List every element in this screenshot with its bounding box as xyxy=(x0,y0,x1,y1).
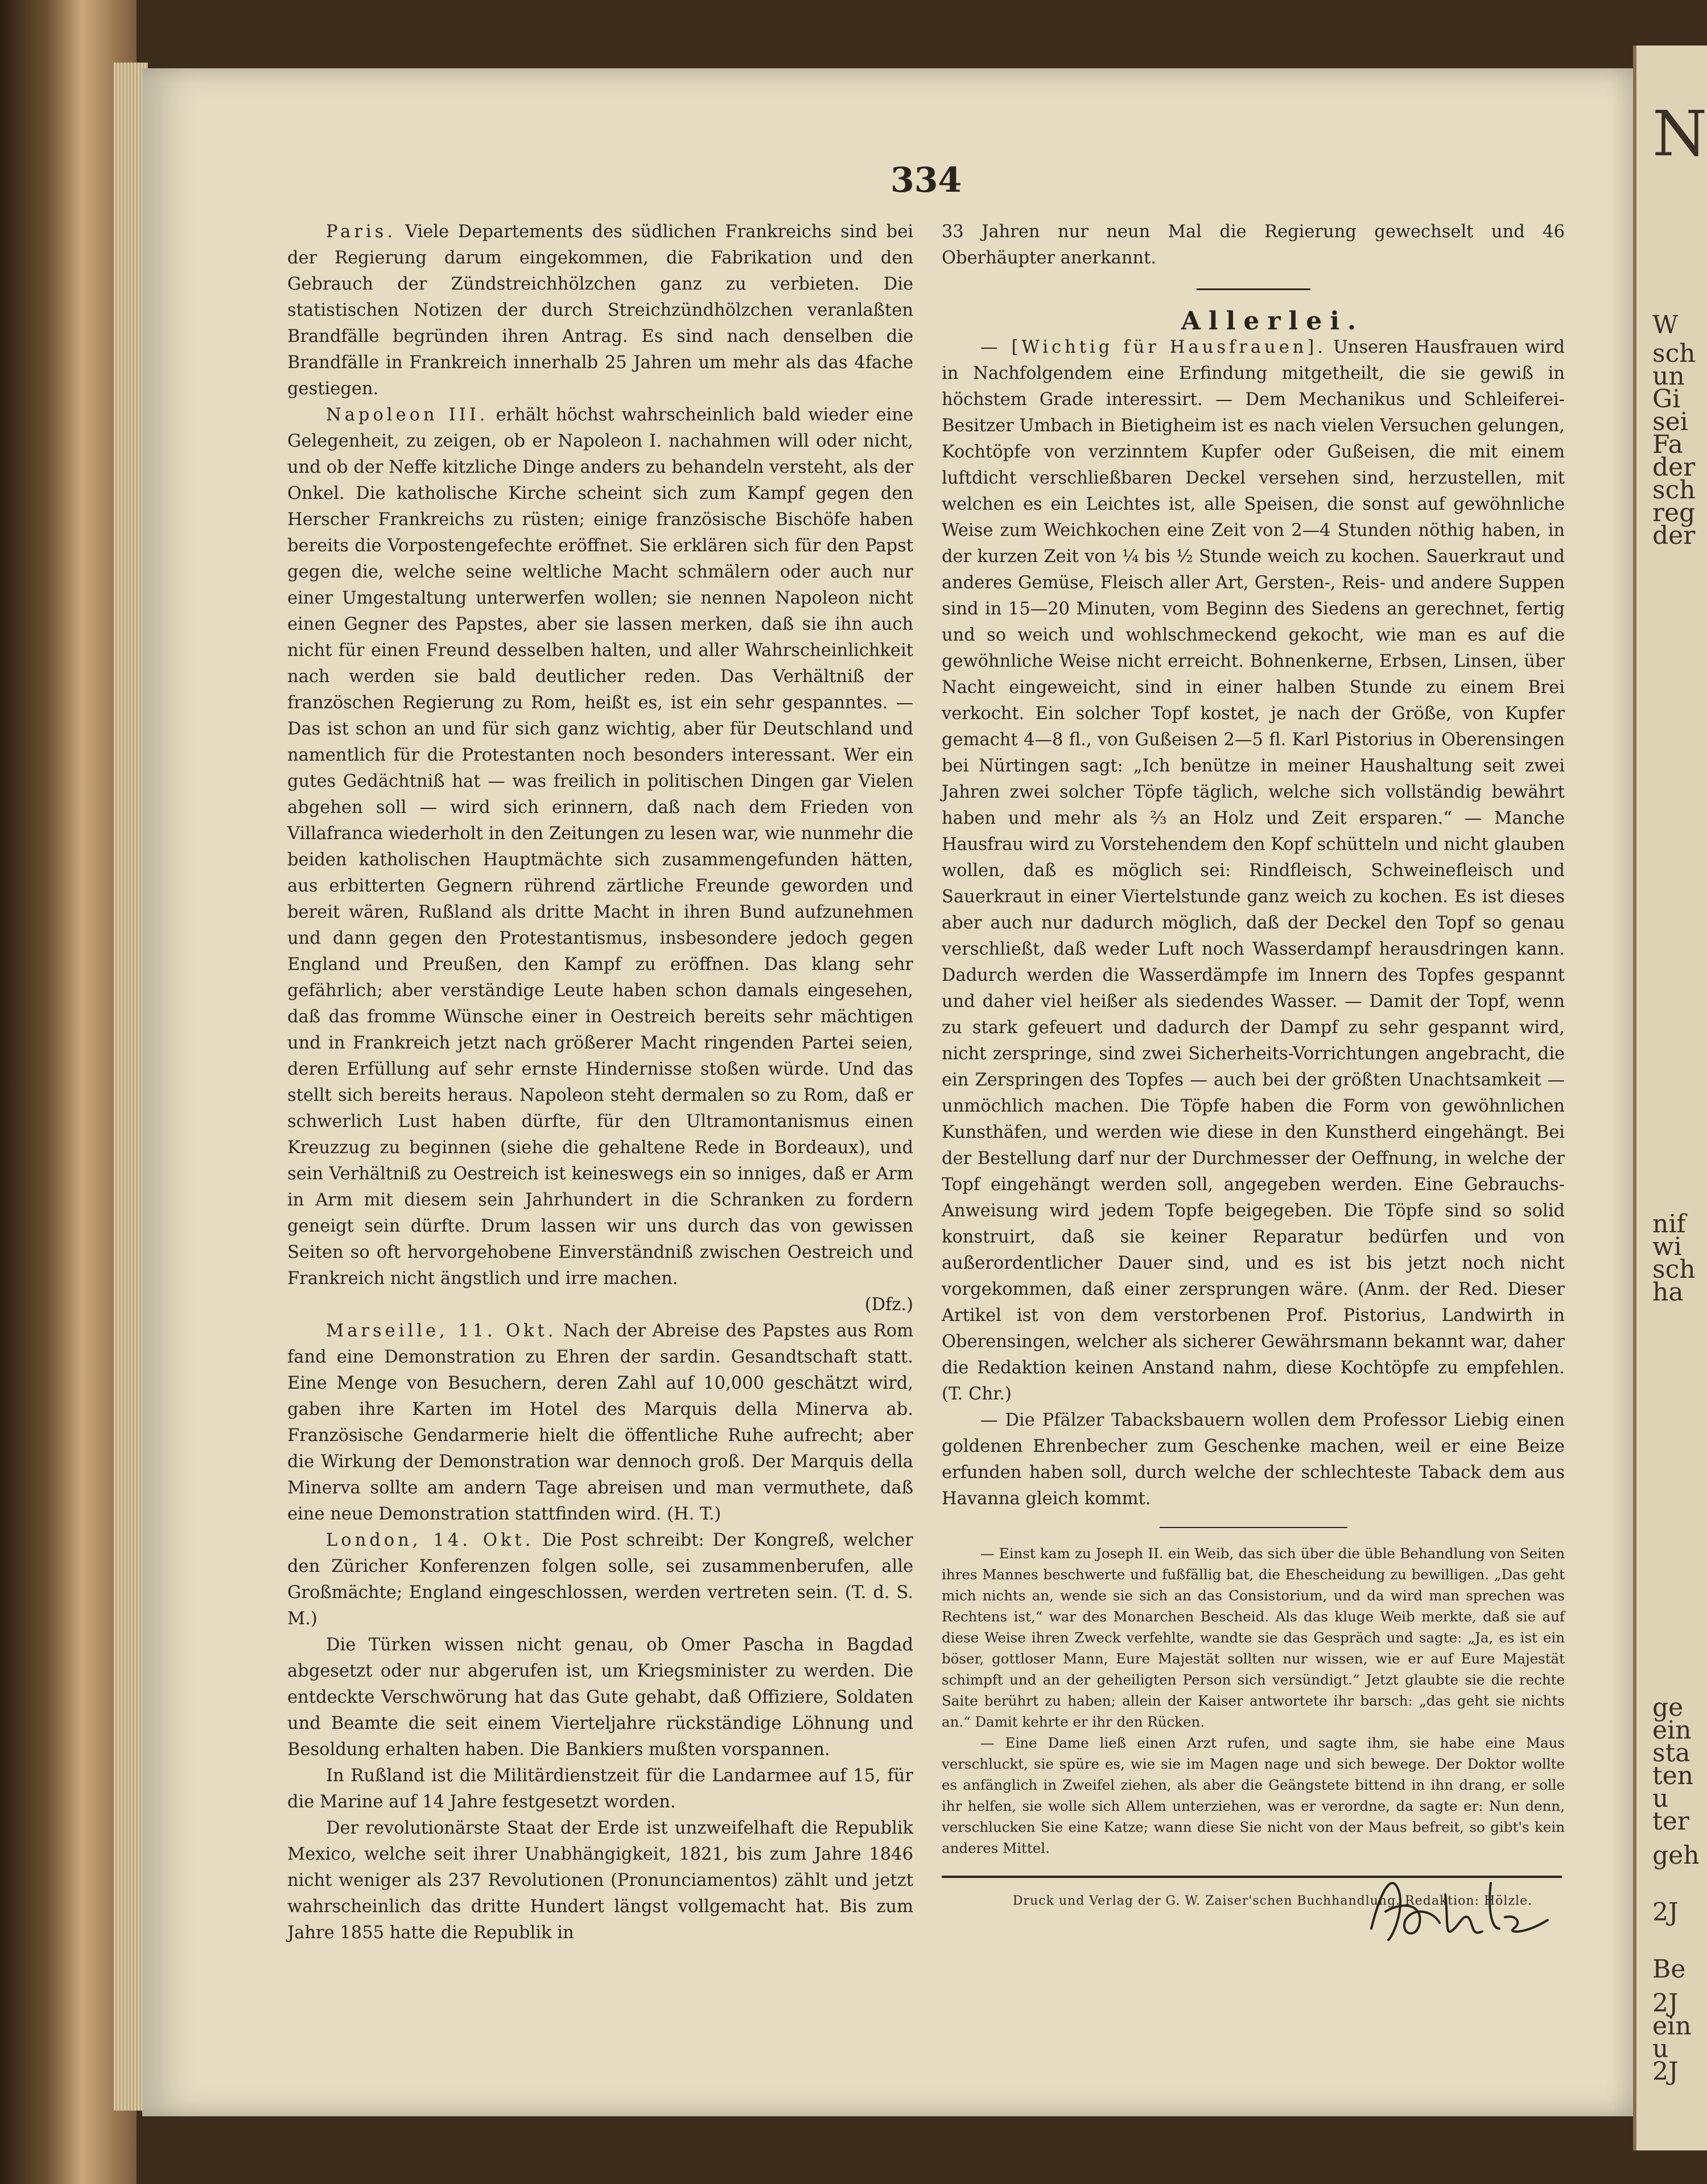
adjacent-page-fragment: sta xyxy=(1652,1739,1690,1768)
article-paragraph xyxy=(287,1632,913,1763)
paragraph-text: Die Post schreibt: Der Kongreß, welcher den Züricher Konferenzen folgen solle, sei zusammenberufen, alle Großmächte; England eingeschlossen, werden vertreten sein. (T. d. S. M.) xyxy=(287,1530,913,1629)
adjacent-page-fragment: Be xyxy=(1652,1955,1686,1984)
article-paragraph xyxy=(287,1815,913,1946)
paragraph-text: Unseren Hausfrauen wird in Nachfolgendem eine Erfindung mitgetheilt, die sie gewiß in höchstem Grade interessirt. — Dem Mechanikus und Schleiferei-Besitzer Umbach in Bietigheim ist es nach vielen Versuchen gelungen, Kochtöpfe von verzinntem Kupfer oder Gußeisen, die mit einem luftdicht verschließbaren Deckel versehen sind, herzustellen, mit welchen es ein Leichtes ist, alle Speisen, die sonst auf gewöhnliche Weise zum Weichkochen eine Zeit von 2—4 Stunden nöthig haben, in der kurzen Zeit von ¼ bis ½ Stunde weich zu kochen. Sauerkraut und anderes Gemüse, Fleisch aller Art, Gersten-, Reis- und andere Suppen sind in 15—20 Minuten, vom Beginn des Siedens an gerechnet, fertig und so weich und wohlschmeckend gekocht, wie man es auf die gewöhnliche Weise nicht erreicht. Bohnenkerne, Erbsen, Linsen, über Nacht eingeweicht, sind in einer halben Stunde zu einem Brei verkocht. Ein solcher Topf kostet, je nach der Größe, von Kupfer gemacht 4—8 fl., von Gußeisen 2—5 fl. Karl Pistorius in Oberensingen bei Nürtingen sagt: „Ich benütze in meiner Haushaltung seit zwei Jahren zwei solcher Töpfe täglich, welche sich vollständig bewährt haben und mehr als ⅔ an Holz und Zeit ersparen.“ — Manche Hausfrau wird zu Vorstehendem den Kopf schütteln und nicht glauben wollen, daß es möglich sei: Rindfleisch, Schweinefleisch und Sauerkraut in einer Viertelstunde ganz weich zu kochen. Es ist dieses aber auch nur dadurch möglich, daß der Deckel den Topf so genau verschließt, daß weder Luft noch Wasserdampf herausdringen kann. Dadurch werden die Wasserdämpfe im Innern des Topfes gespannt und daher viel heißer als siedendes Wasser. — Damit der Topf, wenn zu stark gefeuert und dadurch der Dampf zu sehr gespannt wird, nicht zerspringe, sind zwei Sicherheits-Vorrichtungen angebracht, die ein Zerspringen des Topfes — auch bei der größten Unachtsamkeit — unmöchlich machen. Die Töpfe haben die Form von gewöhnlichen Kunsthäfen, und werden wie diese in den Kunstherd eingehängt. Bei der Bestellung darf nur der Durchmesser der Oeffnung, in welche der Topf eingehängt werden soll, angegeben werden. Eine Gebrauchs-Anweisung wird jedem Topfe beigegeben. Die Töpfe sind so solid konstruirt, daß sie keiner Reparatur bedürfen und von außerordentlicher Dauer sind, und es ist bis jetzt noch nicht vorgekommen, daß einer zersprungen wäre. (Anm. der Red. Dieser Artikel ist von dem verstorbenen Prof. Pistorius, Landwirth in Oberensingen, welcher als sicherer Gewährsmann bekannt war, daher die Redaktion keinen Anstand nahm, diese Kochtöpfe zu empfehlen. (T. Chr.) xyxy=(942,337,1565,1404)
adjacent-page-fragment: geh xyxy=(1652,1841,1700,1870)
paragraph-lead: London, 14. Okt. xyxy=(326,1530,534,1550)
article-paragraph xyxy=(942,1407,1565,1512)
paragraph-text: — Die Pfälzer Tabacksbauern wollen dem Professor Liebig einen goldenen Ehrenbecher zum Geschenke machen, weil er eine Beize erfunden haben soll, durch welche der schlechteste Taback dem aus Havanna gleich kommt. xyxy=(942,1410,1565,1509)
adjacent-page-fragment: nif xyxy=(1652,1209,1686,1238)
adjacent-page-fragment: ge xyxy=(1652,1693,1684,1722)
paragraph-text: In Rußland ist die Militärdienstzeit für die Landarmee auf 15, für die Marine auf 14 Jahre festgesetzt worden. xyxy=(287,1766,913,1812)
article-paragraph xyxy=(287,402,913,1292)
adjacent-page-fragment: ein xyxy=(1652,1716,1692,1745)
adjacent-page-fragment: ten xyxy=(1652,1761,1694,1790)
left-column xyxy=(287,219,913,1946)
paragraph-lead: Marseille, 11. Okt. xyxy=(326,1321,557,1341)
article-paragraph xyxy=(942,335,1565,1407)
adjacent-page-fragment: der xyxy=(1652,521,1696,550)
imprint-line: Druck und Verlag der G. W. Zaiser'schen Buchhandlung. Redaktion: Hölzle. xyxy=(1012,1894,1533,1908)
adjacent-page-fragment: 2J xyxy=(1652,1898,1679,1927)
adjacent-page-fragment: sch xyxy=(1652,476,1696,505)
paragraph-lead: — [Wichtig für Hausfrauen]. xyxy=(980,337,1327,357)
adjacent-page-fragment: ein xyxy=(1652,2012,1692,2041)
adjacent-page-fragment: ha xyxy=(1652,1278,1684,1307)
paragraph-lead: Paris. xyxy=(326,222,397,242)
adjacent-page-fragment: 2J xyxy=(1652,1989,1679,2018)
adjacent-page-fragment: Fa xyxy=(1652,430,1683,459)
anecdotes-block xyxy=(942,1543,1565,1859)
article-paragraph xyxy=(287,1763,913,1815)
paragraph-text: Nach der Abreise des Papstes aus Rom fand eine Demonstration zu Ehren der sardin. Gesandtschaft statt. Eine Menge von Besuchern, deren Zahl auf 10,000 geschätzt wird, gaben ihre Karten im Hotel des Marquis della Minerva ab. Französische Gendarmerie hielt die öffentliche Ruhe aufrecht; aber die Wirkung der Demonstration war dennoch groß. Der Marquis della Minerva sollte am andern Tage abreisen und man vermuthete, daß eine neue Demonstration stattfinden wird. (H. T.) xyxy=(287,1321,913,1524)
article-paragraph xyxy=(287,1318,913,1527)
adjacent-page-fragment: wi xyxy=(1652,1232,1682,1261)
article-paragraph xyxy=(287,1527,913,1632)
separator-rule xyxy=(1197,288,1310,290)
adjacent-page-fragment: W xyxy=(1652,311,1679,340)
continuation-text: 33 Jahren nur neun Mal die Regierung gewechselt und 46 Oberhäupter anerkannt. xyxy=(942,222,1565,268)
adjacent-page xyxy=(1633,46,1707,2150)
adjacent-page-fragment: sei xyxy=(1652,407,1688,436)
section-heading: Allerlei. xyxy=(1181,307,1364,336)
paragraph-text: Der revolutionärste Staat der Erde ist unzweifelhaft die Republik Mexico, welche seit ihrer Unabhängigkeit, 1821, bis zum Jahre 1846 nicht weniger als 237 Revolutionen (Pronunciamentos) zählt und jetzt wahrscheinlich das dritte Hundert längst vollgemacht hat. Bis zum Jahre 1855 hatte die Republik in xyxy=(287,1818,913,1943)
adjacent-page-fragment: der xyxy=(1652,453,1696,482)
anecdote-paragraph: — Einst kam zu Joseph II. ein Weib, das sich über die üble Behandlung von Seiten ihres Mannes beschwerte und fußfällig bat, die Ehescheidung zu bewilligen. „Das geht mich nichts an, wende sie sich an das Consistorium, und da wird man sprechen was Rechtens ist,“ war des Monarchen Bescheid. Als das kluge Weib merkte, daß sie auf diese Weise ihren Zweck verfehlte, wandte sie das Gespräch und sagte: „Ja, es ist ein böser, gottloser Mann, Eure Majestät sollten nur wissen, wie er auf Eure Majestät schimpft und an der geheiligten Person sich versündigt.“ Jetzt glaubte sie die rechte Saite berührt zu haben; allein der Kaiser antwortete ihr barsch: „das geht sie nichts an.“ Damit kehrte er ihr den Rücken. xyxy=(942,1545,1565,1730)
adjacent-page-fragment: sch xyxy=(1652,339,1696,368)
source-byline: (Dfz.) xyxy=(864,1295,913,1315)
adjacent-page-fragment: u xyxy=(1652,2034,1669,2063)
right-column xyxy=(942,219,1565,1914)
adjacent-page-fragment: u xyxy=(1652,1784,1669,1813)
handwritten-signature xyxy=(1360,1860,1576,1951)
adjacent-page-fragment: un xyxy=(1652,362,1685,391)
paragraph-lead: Napoleon III. xyxy=(326,405,489,425)
adjacent-page-fragment: 2J xyxy=(1652,2057,1679,2086)
article-paragraph xyxy=(287,219,913,402)
adjacent-page-fragment: Gi xyxy=(1652,385,1681,414)
adjacent-page-fragment: reg xyxy=(1652,498,1696,527)
adjacent-page-fragment: sch xyxy=(1652,1255,1696,1284)
adjacent-page-fragment: ter xyxy=(1652,1807,1689,1836)
paragraph-text: Viele Departements des südlichen Frankreichs sind bei der Regierung darum eingekommen, die Fabrikation und den Gebrauch der Zündstreichhölzchen ganz zu verbieten. Die statistischen Notizen der durch Streichzündhölzchen veranlaßten Brandfälle begründen ihren Antrag. Es sind nach denselben die Brandfälle in Frankreich innerhalb 25 Jahren um mehr als das 4fache gestiegen. xyxy=(287,222,913,399)
page-number: 334 xyxy=(890,160,962,200)
anecdote-paragraph: — Eine Dame ließ einen Arzt rufen, und sagte ihm, sie habe eine Maus verschluckt, sie spüre es, wie sie im Magen nage und sich bewege. Der Doktor wollte es anfänglich in Zweifel ziehen, als aber die Geängstete bittend in ihn drang, er solle ihr helfen, sie wolle sich Allem unterziehen, was er verordne, da sagte er: Nun denn, verschlucken Sie eine Katze; wann diese Sie nicht von der Maus befreit, so gibt's kein anderes Mittel. xyxy=(942,1735,1565,1856)
adjacent-page-fragment: N xyxy=(1652,97,1707,170)
paragraph-text: erhält höchst wahrscheinlich bald wieder eine Gelegenheit, zu zeigen, ob er Napoleon I. nachahmen will oder nicht, und ob der Neffe kitzliche Dinge anders zu behandeln versteht, als der Onkel. Die katholische Kirche scheint sich zum Kampf gegen den Herscher Frankreichs zu rüsten; einige französische Bischöfe haben bereits die Vorpostengefechte eröffnet. Sie erklären sich für den Papst gegen die, welche seine weltliche Macht schmälern oder auch nur einer Umgestaltung unterwerfen wollen; sie nennen Napoleon nicht einen Gegner des Papstes, aber sie lassen merken, daß sie ihn auch nicht für einen Freund desselben halten, und aller Wahrscheinlichkeit nach werden sie bald deutlicher reden. Das Verhältniß der französchen Regierung zu Rom, heißt es, ist ein sehr gespanntes. — Das ist schon an und für sich ganz wichtig, aber für Deutschland und namentlich für die Protestanten noch besonders interessant. Wer ein gutes Gedächtniß hat — was freilich in politischen Dingen gar Vielen abgehen soll — wird sich erinnern, daß nach dem Frieden von Villafranca wiederholt in den Zeitungen zu lesen war, wie nunmehr die beiden katholischen Hauptmächte sich zusammengefunden hätten, aus erbitterten Gegnern rührend zärtliche Freunde geworden und bereit wären, Rußland als dritte Macht in ihren Bund aufzunehmen und dann gegen den Protestantismus, insbesondere jedoch gegen England und Preußen, den Kampf zu eröffnen. Das klang sehr gefährlich; aber verständige Leute haben schon damals eingesehen, daß das fromme Wünsche einer in Oestreich bereits sehr mächtigen und in Frankreich jetzt nach größerer Macht ringenden Partei seien, deren Erfüllung auf sehr ernste Hindernisse stoßen würde. Und das stellt sich bereits heraus. Napoleon steht dermalen so zu Rom, daß er schwerlich Lust haben dürfte, für den Ultramontanismus einen Kreuzzug zu beginnen (siehe die gehaltene Rede in Bordeaux), und sein Verhältniß zu Oestreich ist keineswegs ein so inniges, daß er Arm in Arm mit diesem sein Jahrhundert in die Schranken zu fordern geneigt sein dürfte. Drum lassen wir uns durch das von gewissen Seiten so oft hervorgehobene Einverständniß zwischen Oestreich und Frankreich nicht ängstlich und irre machen. xyxy=(287,405,913,1289)
separator-rule xyxy=(1160,1527,1347,1528)
paragraph-text: Die Türken wissen nicht genau, ob Omer Pascha in Bagdad abgesetzt oder nur abgerufen ist, um Kriegsminister zu werden. Die entdeckte Verschwörung hat das Gute gehabt, daß Offiziere, Soldaten und Beamte die seit einem Vierteljahre rückständige Löhnung und Besoldung erhalten haben. Die Bankiers mußten vorspannen. xyxy=(287,1635,913,1760)
